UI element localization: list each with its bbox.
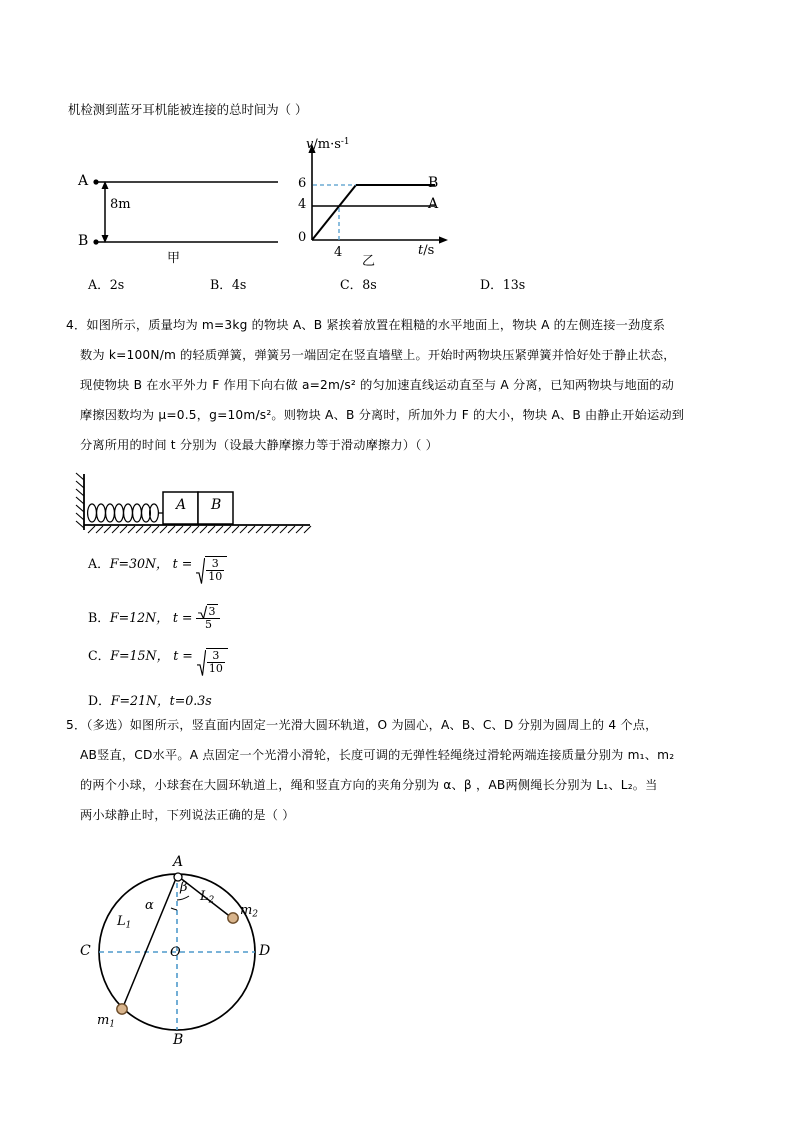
q5-point-b-label: B: [173, 1032, 184, 1048]
q4-option-a-sqrt: [196, 556, 227, 584]
q5-angle-alpha-label: α: [145, 898, 154, 913]
q5-rope-l2-label: $L_2$: [200, 889, 215, 906]
yaxis-exponent: -1: [340, 137, 350, 148]
q5-point-d-label: D: [259, 943, 271, 959]
q4-option-b-frac: [196, 600, 220, 631]
q5-stem-line-3: 的两个小球，小球套在大圆环轨道上，绳和竖直方向的夹角分别为 α、β ，AB两侧绳长分别为 L₁、L₂。当: [80, 778, 658, 792]
q4-option-b-force: F=12N，: [109, 609, 169, 625]
q3-option-d-value: 13s: [502, 277, 526, 292]
q4-option-d-force: F=21N，: [110, 693, 170, 708]
q4-option-c-t: t =: [173, 648, 193, 663]
q4-option-b-den: 5: [196, 618, 220, 631]
q4-option-b-num: 3: [207, 604, 218, 618]
q5-mass-m1-label: $m_1$: [97, 1013, 115, 1030]
q4-option-b-t: t =: [172, 609, 193, 625]
q5-point-a-label: A: [173, 854, 184, 870]
q3-yi-xaxis-label: t/s: [418, 243, 435, 258]
q3-stem-tail: 机检测到蓝牙耳机能被连接的总时间为（ ）: [68, 102, 308, 117]
q3-option-b-label: B．: [210, 277, 232, 292]
q3-option-b[interactable]: [210, 274, 246, 293]
q3-option-b-value: 4s: [231, 277, 247, 292]
q3-option-a-label: A．: [88, 277, 110, 292]
q4-figure-spring-blocks: [68, 472, 318, 540]
q3-figure-yi: [290, 140, 465, 255]
q3-yi-ytick-6: 6: [298, 176, 307, 191]
q3-jia-distance-label: 8m: [110, 197, 131, 212]
q4-block-a-label: A: [176, 497, 187, 513]
q4-option-d-t: t=0.3s: [169, 693, 212, 708]
q3-option-a-value: 2s: [109, 277, 125, 292]
q4-stem-line-1: 4．如图所示，质量均为 m=3kg 的物块 A、B 紧挨着放置在粗糙的水平地面上，物块 A 的左侧连接一劲度系: [66, 318, 666, 332]
q3-yi-yaxis-label: $v/m\cdot s^{-1}$: [306, 137, 350, 152]
q5-stem-line-2: AB竖直，CD水平。A 点固定一个光滑小滑轮，长度可调的无弹性轻绳绕过滑轮两端连接质量分别为 m₁、m₂: [80, 748, 675, 762]
q4-option-c-sqrt: [197, 648, 228, 676]
q3-option-d[interactable]: [480, 274, 525, 293]
q4-option-a-den: 10: [208, 570, 223, 584]
q4-option-b-sqrt: [198, 604, 218, 618]
q4-option-a-t: t =: [172, 556, 193, 571]
q5-rope-l1-label: $L_1$: [117, 914, 132, 931]
q3-yi-caption: 乙: [362, 254, 376, 269]
q3-yi-curve-b-label: B: [428, 175, 439, 191]
q5-center-o-label: O: [170, 945, 181, 960]
q4-option-a-num: 3: [211, 557, 219, 571]
q3-yi-curve-a-label: A: [428, 196, 439, 212]
q3-option-a[interactable]: [88, 274, 124, 293]
q4-option-c-label: C．: [88, 648, 111, 663]
q5-point-c-label: C: [80, 943, 91, 959]
q5-stem-line-4: 两小球静止时，下列说法正确的是（ ）: [80, 808, 295, 822]
q3-option-d-label: D．: [480, 277, 503, 292]
q3-yi-xtick-4: 4: [334, 245, 343, 260]
q5-angle-beta-label: β: [180, 880, 188, 895]
q4-option-b[interactable]: [88, 600, 220, 631]
q3-yi-ytick-4: 4: [298, 197, 307, 212]
q3-jia-label-b: B: [78, 233, 89, 249]
q3-jia-caption: 甲: [167, 251, 181, 266]
q4-block-b-label: B: [211, 497, 222, 513]
q4-option-c-force: F=15N，: [110, 648, 170, 663]
q5-stem-line-1: 5．（多选）如图所示，竖直面内固定一光滑大圆环轨道，O 为圆心，A、B、C、D 分别为圆周上的 4 个点，: [66, 718, 658, 732]
q4-option-d[interactable]: [88, 690, 212, 709]
q4-stem-line-5: 分离所用的时间 t 分别为（设最大静摩擦力等于滑动摩擦力）（ ）: [80, 438, 438, 452]
q4-option-b-label: B．: [88, 609, 110, 625]
q3-option-c-label: C．: [340, 277, 363, 292]
q3-jia-label-a: A: [78, 173, 89, 189]
q4-option-a-force: F=30N，: [109, 556, 169, 571]
q4-option-a-label: A．: [88, 556, 110, 571]
q5-mass-m2-label: $m_2$: [240, 903, 258, 920]
q4-stem-line-3: 现使物块 B 在水平外力 F 作用下向右做 a=2m/s² 的匀加速直线运动直至与 A 分离，已知两物块与地面的动: [80, 378, 675, 392]
q4-option-c-den: 10: [208, 662, 223, 676]
q4-option-d-label: D．: [88, 693, 111, 708]
yaxis-v-symbol: v: [306, 137, 314, 152]
q4-option-c[interactable]: [88, 645, 228, 676]
q3-option-c[interactable]: [340, 274, 377, 293]
q4-stem-line-4: 摩擦因数均为 μ=0.5，g=10m/s²。则物块 A、B 分离时，所加外力 F 的大小，物块 A、B 由静止开始运动到: [80, 408, 685, 422]
q3-option-c-value: 8s: [362, 277, 377, 292]
q4-option-a[interactable]: [88, 553, 227, 584]
q4-option-c-num: 3: [212, 649, 220, 663]
q4-stem-line-2: 数为 k=100N/m 的轻质弹簧，弹簧另一端固定在竖直墙壁上。开始时两物块压紧弹簧并恰好处于静止状态，: [80, 348, 676, 362]
q3-yi-origin: 0: [298, 230, 307, 245]
